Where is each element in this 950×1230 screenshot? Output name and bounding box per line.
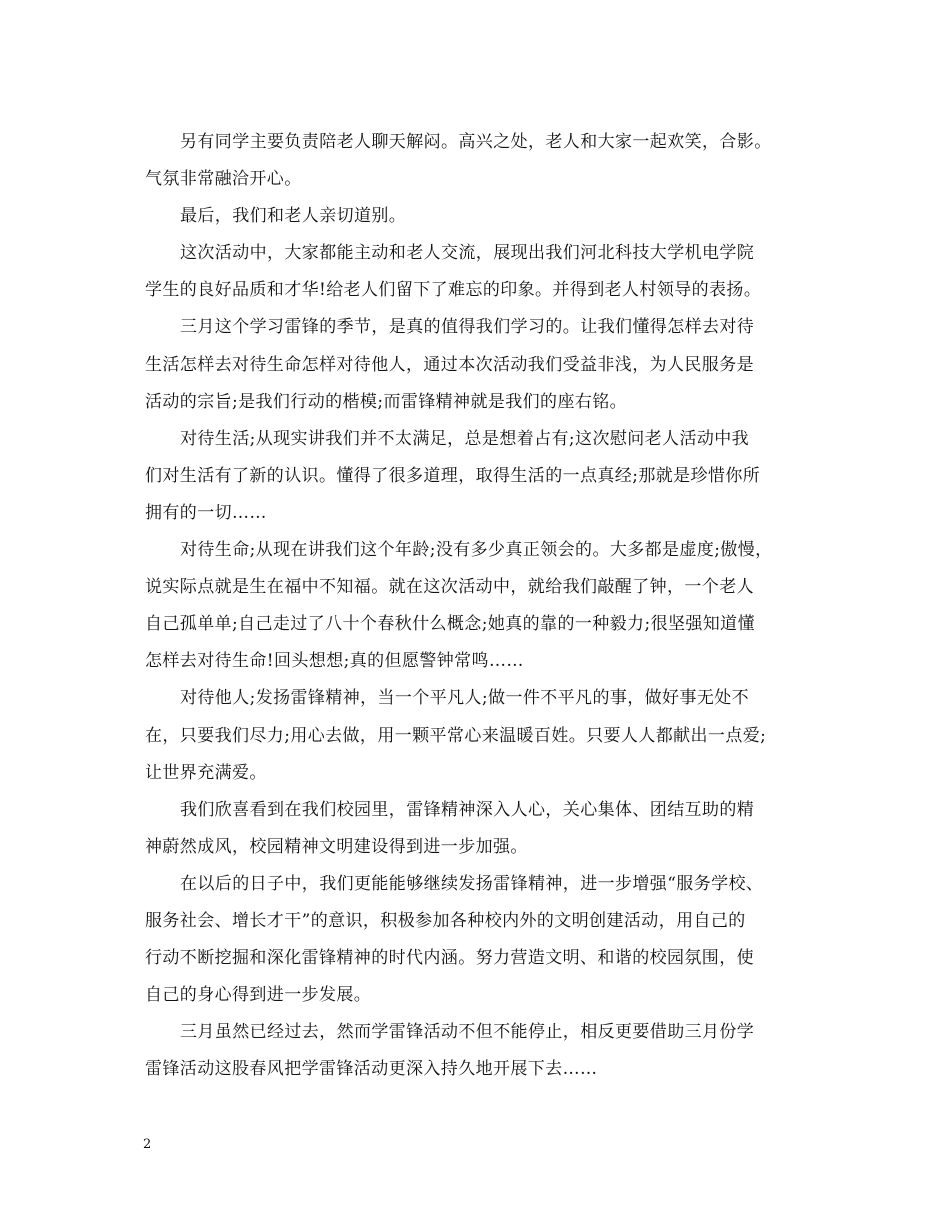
paragraph-line: 行动不断挖掘和深化雷锋精神的时代内涵。努力营造文明、和谐的校园氛围，使 [145,948,754,969]
paragraph-line: 这次活动中，大家都能主动和老人交流，展现出我们河北科技大学机电学院 [180,243,755,264]
paragraph-line: 对待他人;发扬雷锋精神，当一个平凡人;做一件不平凡的事，做好事无处不 [180,688,750,709]
paragraph-line: 活动的宗旨;是我们行动的楷模;而雷锋精神就是我们的座右铭。 [145,391,628,412]
document-body [145,124,810,1088]
paragraph-line: 气氛非常融洽开心。 [145,169,302,190]
paragraph-line: 三月这个学习雷锋的季节，是真的值得我们学习的。让我们懂得怎样去对待 [180,317,755,338]
paragraph-line: 怎样去对待生命!回头想想;真的但愿警钟常鸣…… [145,651,524,672]
paragraph-line: 对待生活;从现实讲我们并不太满足，总是想着占有;这次慰问老人活动中我 [180,428,750,449]
paragraph-line: 学生的良好品质和才华!给老人们留下了难忘的印象。并得到老人村领导的表扬。 [145,280,762,301]
paragraph-line: 们对生活有了新的认识。懂得了很多道理，取得生活的一点真经;那就是珍惜你所 [145,465,761,486]
paragraph-line: 另有同学主要负责陪老人聊天解闷。高兴之处，老人和大家一起欢笑，合影。 [180,132,772,152]
paragraph-line: 对待生命;从现在讲我们这个年龄;没有多少真正领会的。大多都是虚度;傲慢， [180,540,773,561]
paragraph-line: 最后，我们和老人亲切道别。 [180,206,407,227]
paragraph-line: 生活怎样去对待生命怎样对待他人，通过本次活动我们受益非浅，为人民服务是 [145,354,754,375]
paragraph-line: 神蔚然成风，校园精神文明建设得到进一步加强。 [145,836,528,857]
paragraph-line: 在以后的日子中，我们更能能够继续发扬雷锋精神，进一步增强“服务学校、 [180,873,764,894]
paragraph-line: 在，只要我们尽力;用心去做，用一颗平常心来温暖百姓。只要人人都献出一点爱; [145,725,767,746]
paragraph-line: 雷锋活动这股春风把学雷锋活动更深入持久地开展下去…… [145,1059,598,1080]
paragraph-line: 拥有的一切…… [145,502,267,523]
paragraph-line: 三月虽然已经过去，然而学雷锋活动不但不能停止，相反更要借助三月份学 [180,1022,755,1043]
paragraph-line: 自己的身心得到进一步发展。 [145,985,372,1006]
paragraph-line: 我们欣喜看到在我们校园里，雷锋精神深入人心，关心集体、团结互助的精 [180,799,755,820]
paragraph-line: 让世界充满爱。 [145,762,267,783]
page-number: 2 [143,1137,152,1152]
paragraph-line: 服务社会、增长才干”的意识，积极参加各种校内外的文明创建活动，用自己的 [145,910,746,931]
paragraph-line: 说实际点就是生在福中不知福。就在这次活动中，就给我们敲醒了钟，一个老人 [145,577,754,598]
paragraph-line: 自己孤单单;自己走过了八十个春秋什么概念;她真的靠的一种毅力;很坚强知道懂 [145,614,755,635]
